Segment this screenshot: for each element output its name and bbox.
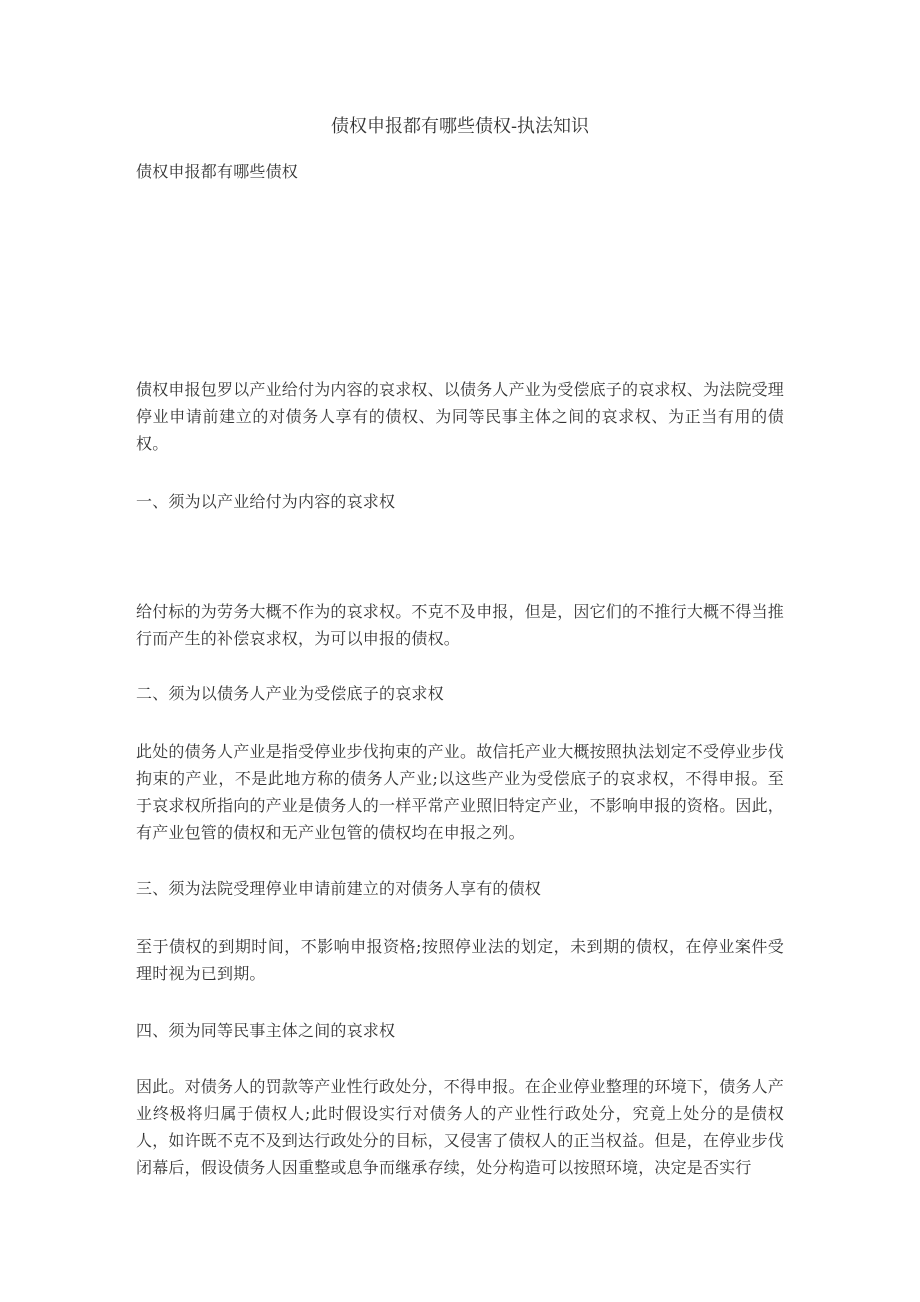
section-paragraph-two: 此处的债务人产业是指受停业步伐拘束的产业。故信托产业大概按照执法划定不受停业步伐拘束的产业，不是此地方称的债务人产业;以这些产业为受偿底子的哀求权，不得申报。至于哀求权所指向的产业是债务人的一样平常产业照旧特定产业，不影响申报的资格。因此，有产业包管的债权和无产业包管的债权均在申报之列。 bbox=[136, 742, 785, 842]
section-paragraph-one: 给付标的为劳务大概不作为的哀求权。不克不及申报，但是，因它们的不推行大概不得当推行而产生的补偿哀求权，为可以申报的债权。 bbox=[136, 602, 785, 648]
section-heading-one: 一、须为以产业给付为内容的哀求权 bbox=[136, 492, 396, 511]
section-heading-three: 三、须为法院受理停业申请前建立的对债务人享有的债权 bbox=[136, 879, 542, 898]
section-heading-two: 二、须为以债务人产业为受偿底子的哀求权 bbox=[136, 684, 444, 703]
section-heading-four: 四、须为同等民事主体之间的哀求权 bbox=[136, 1021, 396, 1040]
intro-paragraph: 债权申报包罗以产业给付为内容的哀求权、以债务人产业为受偿底子的哀求权、为法院受理停业申请前建立的对债务人享有的债权、为同等民事主体之间的哀求权、为正当有用的债权。 bbox=[136, 380, 785, 453]
document-title: 债权申报都有哪些债权-执法知识 bbox=[330, 116, 590, 137]
document-subtitle: 债权申报都有哪些债权 bbox=[136, 162, 299, 181]
section-paragraph-three: 至于债权的到期时间，不影响申报资格;按照停业法的划定，未到期的债权，在停业案件受理时视为已到期。 bbox=[136, 937, 784, 983]
section-paragraph-four: 因此。对债务人的罚款等产业性行政处分，不得申报。在企业停业整理的环境下，债务人产业终极将归属于债权人;此时假设实行对债务人的产业性行政处分，究竟上处分的是债权人，如许既不克不及到达行政处分的目标，又侵害了债权人的正当权益。但是，在停业步伐闭幕后，假设债务人因重整或息争而继承存续，处分构造可以按照环境，决定是否实行 bbox=[136, 1077, 785, 1177]
